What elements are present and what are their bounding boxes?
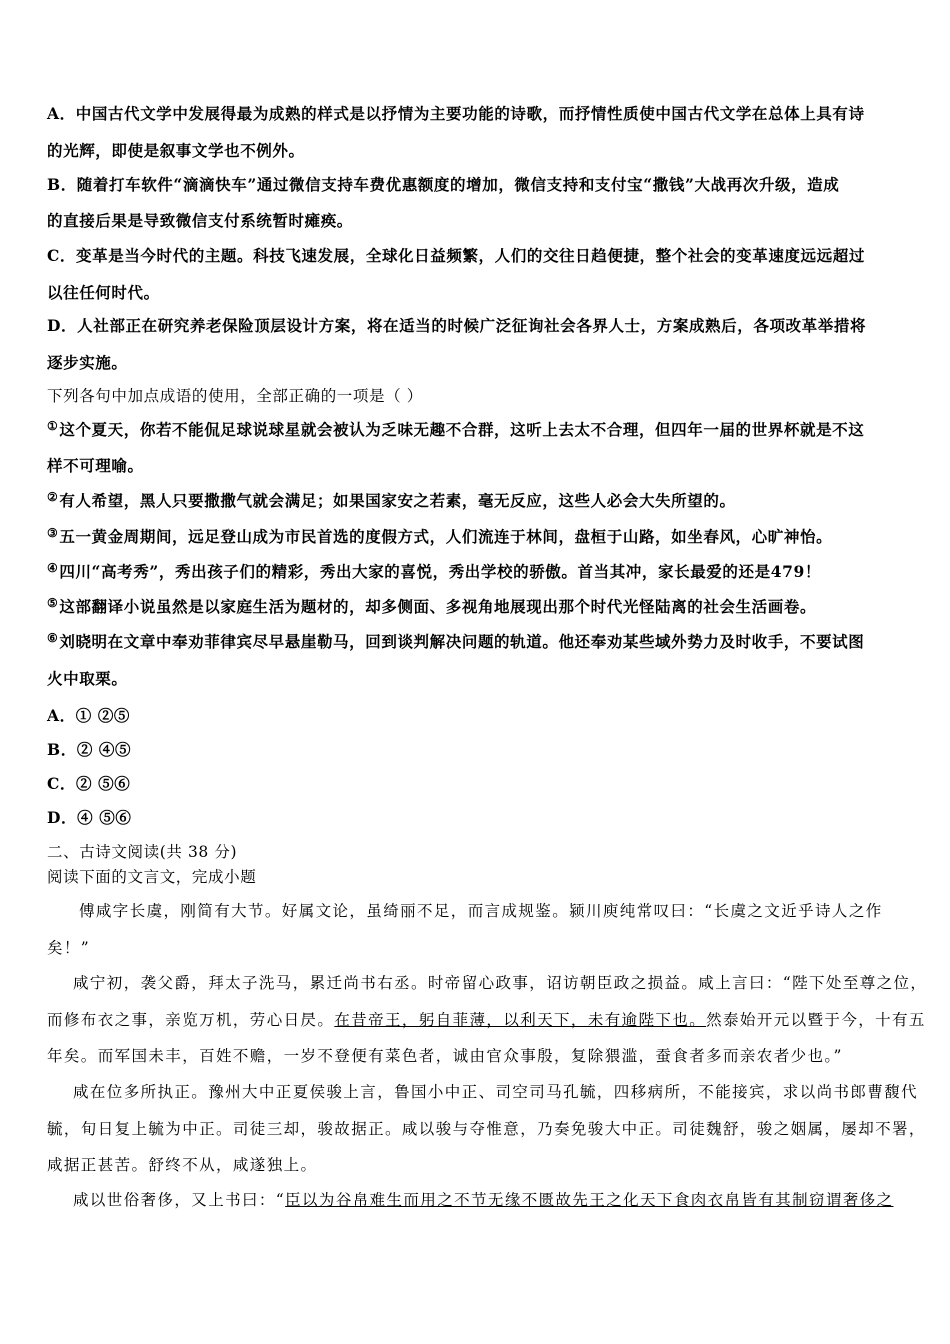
item-2-marker: ② (47, 490, 59, 504)
option-a (47, 704, 130, 726)
option-c (47, 772, 130, 794)
item-5-text: 这部翻译小说虽然是以家庭生活为题材的，却多侧面、多视角地展现出那个时代光怪陆离的社会生活画卷。 (59, 597, 817, 616)
option-d-letter: D． (47, 808, 78, 827)
option-d-text: ④ ⑤⑥ (77, 808, 132, 827)
item-1-text: 这个夏天，你若不能侃足球说球星就会被认为乏味无趣不合群，这听上去太不合理，但四年一届的世界杯就是不这 (59, 420, 865, 439)
item-5-marker: ⑤ (47, 596, 59, 610)
passage-p4-line1 (73, 1188, 894, 1210)
item-3-marker: ③ (47, 526, 59, 540)
passage-p4-pre: 咸以世俗奢侈，又上书曰：“ (73, 1191, 286, 1209)
item-2-text: 有人希望，黑人只要撒撒气就会满足；如果国家安之若素，毫无反应，这些人必会大失所望的。 (59, 491, 736, 510)
underlined-passage: 臣以为谷帛难生而用之不节无缘不匮故先王之化天下食肉衣帛皆有其制窃谓奢侈之 (285, 1191, 894, 1209)
item-1-line1 (47, 418, 864, 440)
passage-p3-line2: 毓，旬日复上毓为中正。司徒三却，骏故据正。咸以骏与夺惟意，乃奏免骏大中正。司徒魏舒，骏之姻属，屡却不署， (47, 1120, 926, 1138)
choice-b-line2: 的直接后果是导致微信支付系统暂时瘫痪。 (47, 211, 353, 230)
item-6-line1 (47, 630, 864, 652)
choice-c-line1: C．变革是当今时代的主题。科技飞速发展，全球化日益频繁，人们的交往日趋便捷，整个社会的变革速度远远超过 (47, 246, 865, 265)
option-b-letter: B． (47, 740, 77, 759)
option-b-text: ② ④⑤ (76, 740, 132, 759)
item-4-line1 (47, 560, 821, 582)
underlined-sentence: 在昔帝王，躬自菲薄，以利天下，未有逾陛下也。 (334, 1011, 707, 1029)
item-3-text: 五一黄金周期间，远足登山成为市民首选的度假方式，人们流连于林间，盘桓于山路，如坐春风，心旷神怡。 (59, 527, 833, 546)
option-c-letter: C． (47, 774, 77, 793)
option-b (47, 738, 131, 760)
passage-p2-pre: 而修布衣之事，亲览万机，劳心日昃。 (47, 1011, 335, 1029)
choice-a-line1: A．中国古代文学中发展得最为成熟的样式是以抒情为主要功能的诗歌，而抒情性质使中国古代文学在总体上具有诗 (47, 104, 865, 123)
choice-d-line1: D．人社部正在研究养老保险顶层设计方案，将在适当的时候广泛征询社会各界人士，方案成熟后，各项改革举措将 (47, 316, 867, 335)
item-3-line1 (47, 525, 832, 547)
passage-p2-line3: 年矣。而军国未丰，百姓不赡，一岁不登便有菜色者，诚由官众事殷，复除猥滥，蚕食者多而亲农者少也。” (47, 1047, 843, 1065)
choice-a-line2: 的光辉，即使是叙事文学也不例外。 (47, 141, 305, 160)
item-1-line2: 样不可理喻。 (47, 456, 144, 475)
question-stem: 下列各句中加点成语的使用，全部正确的一项是（ ） (47, 387, 423, 405)
option-a-letter: A． (47, 706, 76, 725)
option-a-text: ① ②⑤ (75, 706, 131, 725)
passage-p1-line2: 矣！” (47, 939, 91, 957)
passage-p2-line1: 咸宁初，袭父爵，拜太子洗马，累迁尚书右丞。时帝留心政事，诏访朝臣政之损益。咸上言曰：“陛下处至尊之位， (73, 974, 928, 992)
item-4-marker: ④ (47, 561, 59, 575)
passage-p3-line1: 咸在位多所执正。豫州大中正夏侯骏上言，鲁国小中正、司空司马孔毓，四移病所，不能接宾，求以尚书郎曹馥代 (73, 1083, 919, 1101)
choice-c-line2: 以往任何时代。 (47, 283, 160, 302)
choice-b-line1: B．随着打车软件“滴滴快车”通过微信支持车费优惠额度的增加，微信支持和支付宝“撒钱”大战再次升级，造成 (47, 175, 840, 194)
item-6-text: 刘晓明在文章中奉劝菲律宾尽早悬崖勒马，回到谈判解决问题的轨道。他还奉劝某些域外势力及时收手，不要试图 (59, 632, 865, 651)
item-2-line1 (47, 489, 736, 511)
item-5-line1 (47, 595, 816, 617)
passage-p2-line2 (47, 1008, 926, 1030)
choice-d-line2: 逐步实施。 (47, 353, 128, 372)
passage-p1-line1: 傅咸字长虞，刚简有大节。好属文论，虽绮丽不足，而言成规鉴。颍川庾纯常叹曰：“长虞之文近乎诗人之作 (79, 902, 883, 920)
item-6-line2: 火中取栗。 (47, 669, 128, 688)
item-6-marker: ⑥ (47, 631, 59, 645)
option-d (47, 806, 131, 828)
passage-p2-post: 然泰始开元以暨于今，十有五 (706, 1011, 926, 1029)
item-1-marker: ① (47, 419, 59, 433)
section-instruction: 阅读下面的文言文，完成小题 (47, 868, 257, 886)
option-c-text: ② ⑤⑥ (76, 774, 131, 793)
passage-p3-line3: 咸据正甚苦。舒终不从，咸遂独上。 (47, 1156, 318, 1174)
section-heading: 二、古诗文阅读(共 38 分) (47, 843, 238, 861)
item-4-text: 四川“高考秀”，秀出孩子们的精彩，秀出大家的喜悦，秀出学校的骄傲。首当其冲，家长最爱的还是479！ (59, 562, 821, 581)
